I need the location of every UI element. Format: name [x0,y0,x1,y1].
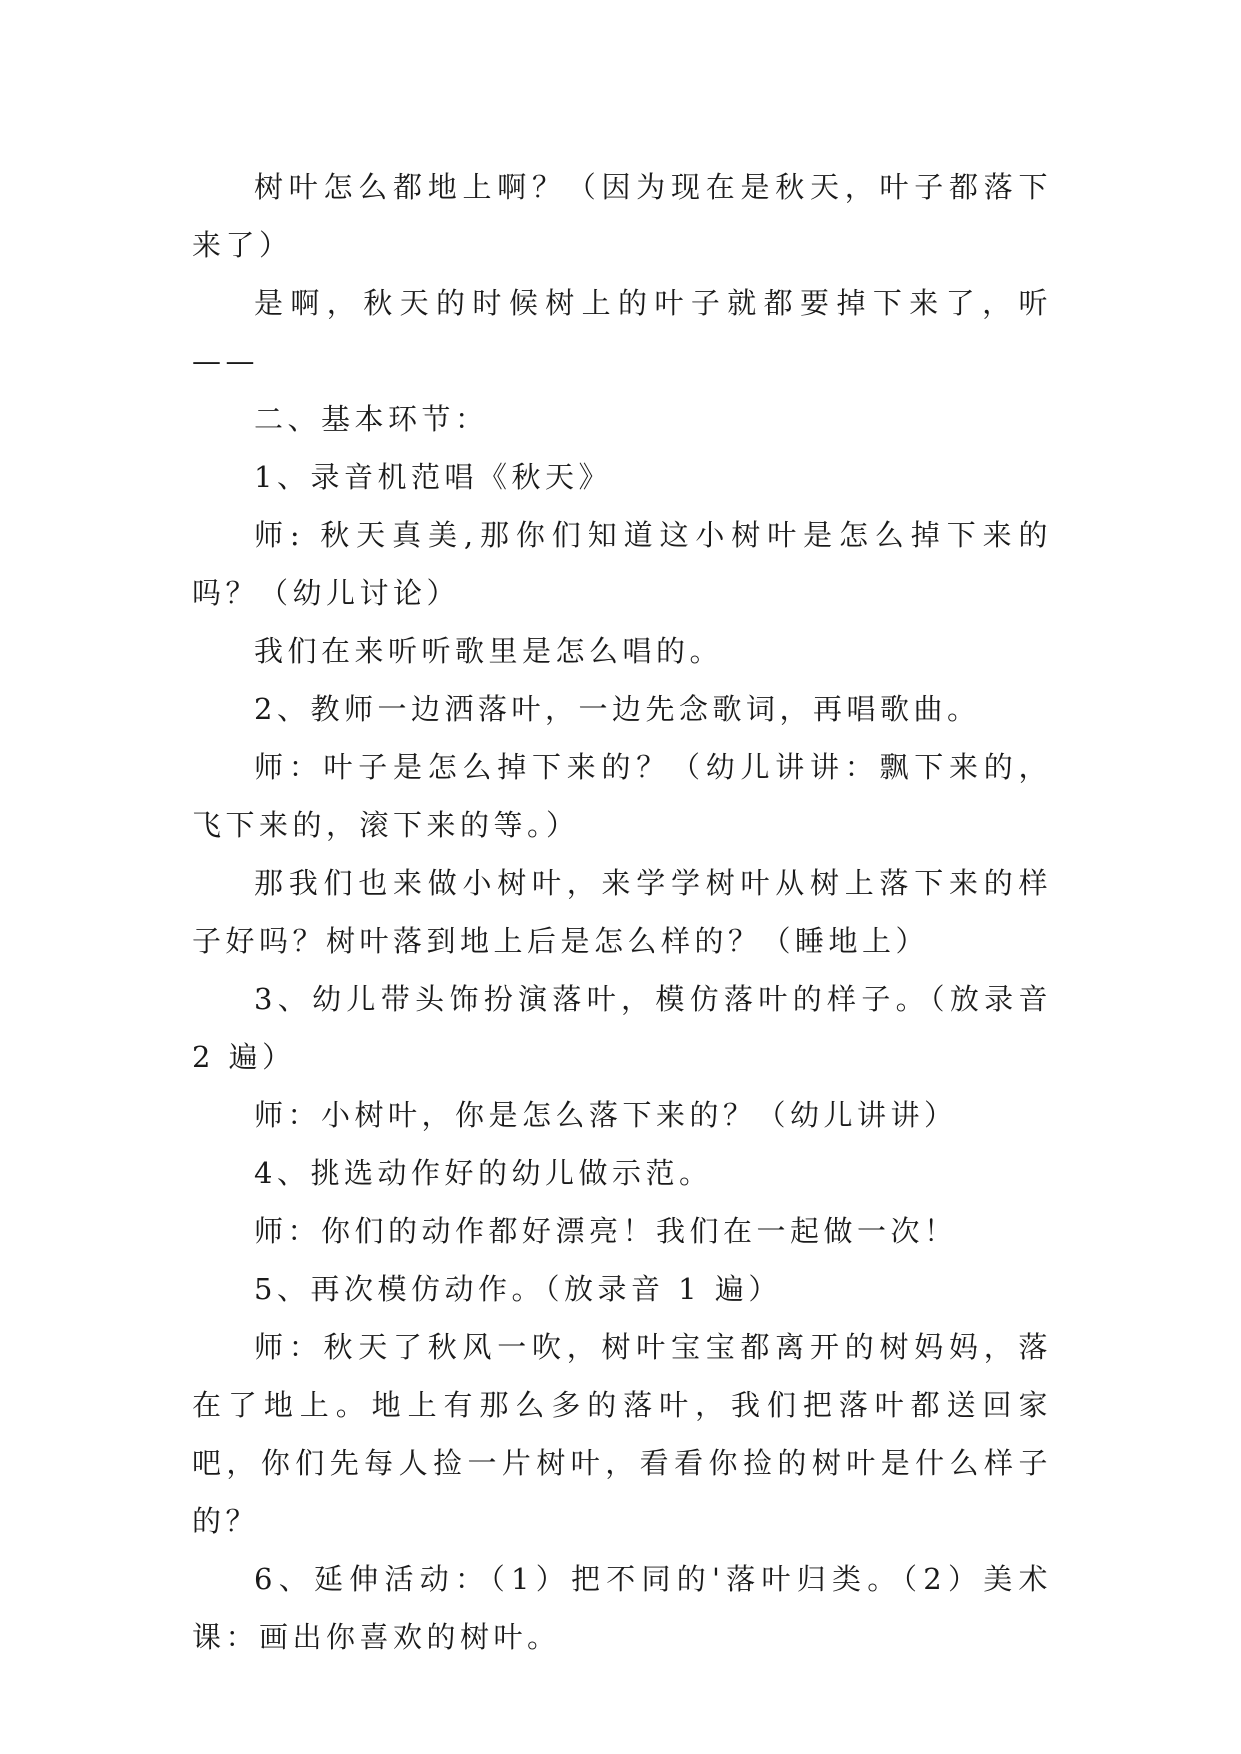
paragraph: 师：小树叶，你是怎么落下来的？（幼儿讲讲） [254,1098,958,1132]
document-page [192,158,1052,1666]
paragraph: 是啊，秋天的时候树上的叶子就都要掉下来了，听—— [192,286,1052,378]
paragraph: 师：秋天了秋风一吹，树叶宝宝都离开的树妈妈，落在了地上。地上有那么多的落叶，我们把落叶都送回家吧，你们先每人捡一片树叶，看看你捡的树叶是什么样子的？ [192,1330,1052,1538]
paragraph: 师：你们的动作都好漂亮！我们在一起做一次！ [254,1214,958,1248]
step-item: 5、再次模仿动作。（放录音 1 遍） [254,1272,782,1306]
paragraph: 那我们也来做小树叶，来学学树叶从树上落下来的样子好吗？树叶落到地上后是怎么样的？（睡地上） [192,866,1052,958]
paragraph: 师: 秋天真美,那你们知道这小树叶是怎么掉下来的吗？（幼儿讨论） [192,518,1052,610]
step-item: 4、挑选动作好的幼儿做示范。 [254,1156,713,1190]
step-item: 2、教师一边洒落叶，一边先念歌词，再唱歌曲。 [254,692,981,726]
step-item: 1、录音机范唱《秋天》 [254,460,612,494]
paragraph: 师：叶子是怎么掉下来的？（幼儿讲讲：飘下来的，飞下来的，滚下来的等。） [192,750,1052,842]
paragraph: 我们在来听听歌里是怎么唱的。 [254,634,724,668]
step-item: 6、延伸活动：（1）把不同的'落叶归类。（2）美术课：画出你喜欢的树叶。 [192,1562,1052,1654]
step-item: 3、幼儿带头饰扮演落叶，模仿落叶的样子。（放录音 2 遍） [192,982,1052,1074]
section-heading: 二、基本环节： [254,402,489,436]
paragraph: 树叶怎么都地上啊？（因为现在是秋天，叶子都落下来了） [192,170,1052,262]
